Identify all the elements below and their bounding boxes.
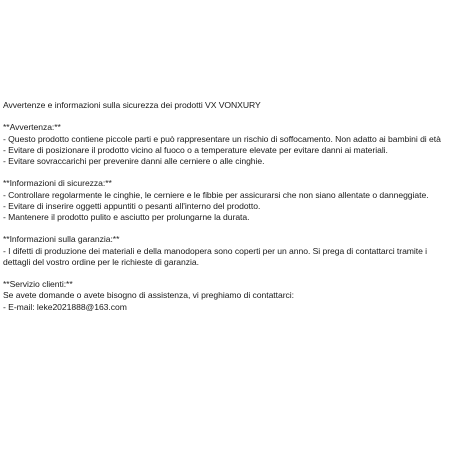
section-customer-service (3, 279, 453, 313)
section-line: - Evitare di inserire oggetti appuntiti o pesanti all'interno del prodotto. (3, 200, 261, 211)
section-heading: **Informazioni sulla garanzia:** (3, 234, 120, 245)
section-line: - Mantenere il prodotto pulito e asciutto per prolungarne la durata. (3, 212, 250, 222)
section-safety-info (3, 178, 453, 223)
contact-email: - E-mail: leke2021888@163.com (3, 301, 127, 312)
section-warning (3, 122, 453, 167)
section-warranty (3, 234, 453, 268)
section-line: - Controllare regolarmente le cinghie, le cerniere e le fibbie per assicurarsi che non siano allentate o danneggiate. (3, 189, 429, 200)
section-heading: **Servizio clienti:** (3, 279, 73, 290)
section-line: - Questo prodotto contiene piccole parti e può rappresentare un rischio di soffocamento. Non adatto ai bambini di età (3, 133, 441, 144)
section-line: Se avete domande o avete bisogno di assistenza, vi preghiamo di contattarci: (3, 290, 294, 301)
section-heading: **Informazioni di sicurezza:** (3, 178, 112, 189)
section-line: - Evitare di posizionare il prodotto vicino al fuoco o a temperature elevate per evitare danni ai materiali. (3, 144, 388, 155)
safety-document (3, 100, 453, 313)
section-line: dettagli del vostro ordine per le richieste di garanzia. (3, 256, 199, 267)
section-line: - I difetti di produzione dei materiali e della manodopera sono coperti per un anno. Si prega di contattarci tramite i (3, 245, 428, 256)
section-heading: **Avvertenza:** (3, 122, 61, 133)
document-title: Avvertenze e informazioni sulla sicurezza dei prodotti VX VONXURY (3, 100, 261, 110)
section-line: - Evitare sovraccarichi per prevenire danni alle cerniere o alle cinghie. (3, 156, 265, 166)
